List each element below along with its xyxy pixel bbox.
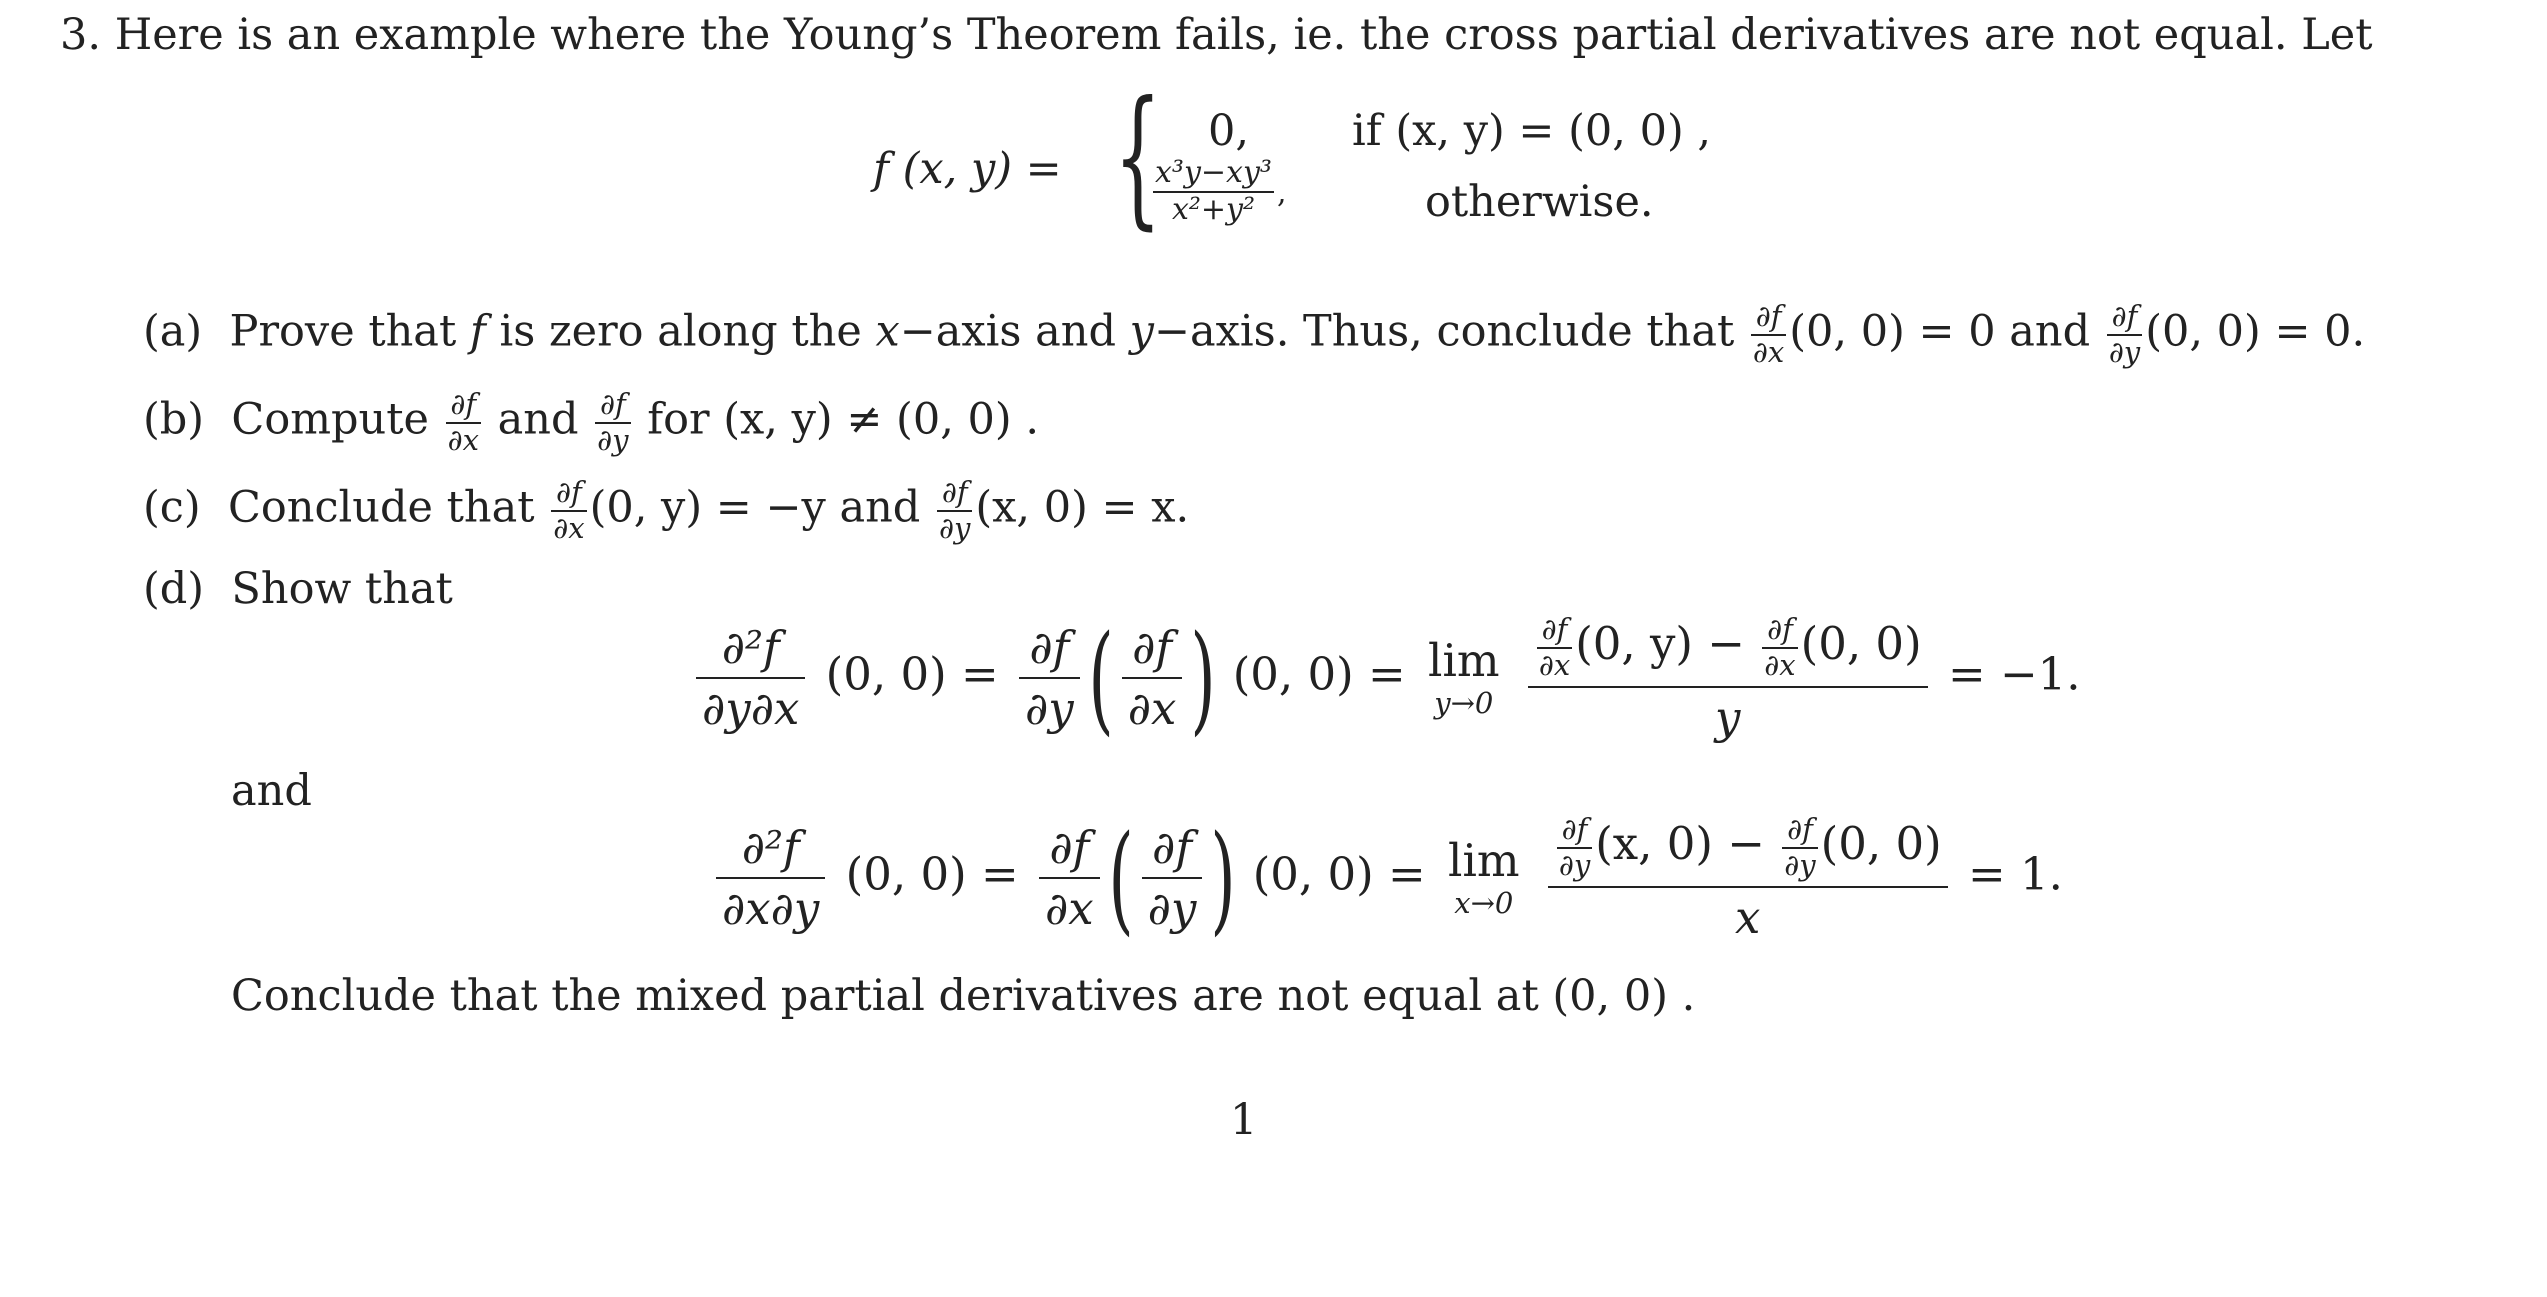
eq2-lhs-den: ∂x∂y (722, 882, 820, 936)
part-a (143, 299, 2366, 369)
partial-f: ∂f (1782, 815, 1817, 849)
eq2-inner (1142, 820, 1203, 936)
partial-f: ∂f (1537, 615, 1572, 649)
part-a-text: −axis and (899, 306, 1116, 357)
part-c (143, 475, 1190, 545)
partial-f: ∂f (1762, 615, 1797, 649)
part-b (143, 387, 1040, 457)
part-c-label: (c) (143, 482, 201, 533)
eq1-result: = −1. (1947, 647, 2081, 701)
eq1-at2: (0, 0) = (1232, 647, 1406, 701)
part-c-eq: (x, 0) = x. (975, 482, 1190, 533)
eq2-lhs-num: ∂²f (716, 824, 825, 879)
eq1-left-paren: ( (1088, 609, 1114, 748)
eq1-inner (1122, 620, 1183, 736)
eq1-quot-num-text: (0, y) − (1575, 617, 1760, 670)
case2-expression (1150, 155, 1287, 227)
equation-1 (690, 609, 2081, 748)
eq2-at2: (0, 0) = (1252, 847, 1426, 901)
eq2-left-paren: ( (1107, 809, 1134, 948)
eq1-small-partial (1537, 612, 1572, 682)
eq2-small-partial (1782, 812, 1817, 882)
problem-number: 3. (60, 10, 102, 60)
part-a-text: −axis. Thus, conclude that (1153, 306, 1735, 357)
eq1-quot-num (1528, 612, 1928, 688)
partial-f-y (2107, 299, 2142, 369)
eq1-at: (0, 0) = (825, 647, 999, 701)
eq2-result: = 1. (1967, 847, 2063, 901)
eq2-op-den: ∂x (1044, 882, 1094, 936)
part-a-f: f (469, 306, 486, 357)
eq2-quot-num-text2: (0, 0) (1820, 817, 1942, 870)
part-a-eq: (0, 0) = 0. (2145, 306, 2366, 357)
eq2-lim: lim (1448, 834, 1520, 888)
partial-f-x (551, 475, 586, 545)
eq1-op-den: ∂y (1024, 682, 1074, 736)
eq1-op-num: ∂f (1019, 624, 1080, 679)
part-b-text: Compute (231, 394, 429, 445)
partial-d: ∂x (1538, 648, 1571, 682)
eq2-inner-den: ∂y (1147, 882, 1197, 936)
eq1-limit (1428, 634, 1500, 721)
eq2-limit (1448, 834, 1520, 921)
partial-y: ∂y (597, 423, 629, 457)
eq1-lhs-num: ∂²f (696, 624, 805, 679)
partial-f-x (446, 387, 481, 457)
part-d (143, 564, 453, 614)
eq1-inner-num: ∂f (1122, 624, 1183, 679)
eq1-lim-sub: y→0 (1434, 686, 1494, 721)
and-connector: and (231, 766, 312, 816)
case2-denominator: x²+y² (1171, 192, 1255, 227)
part-b-label: (b) (143, 394, 205, 445)
eq2-small-partial (1557, 812, 1592, 882)
part-a-text: Prove that (229, 306, 457, 357)
eq1-right-paren: ) (1190, 609, 1217, 748)
partial-x: ∂x (553, 511, 585, 545)
eq1-operator (1019, 620, 1080, 736)
part-a-label: (a) (143, 306, 203, 357)
left-brace: { (1113, 70, 1162, 244)
partial-x: ∂x (447, 423, 479, 457)
partial-f: ∂f (595, 390, 630, 424)
eq2-right-paren: ) (1210, 809, 1237, 948)
eq1-inner-den: ∂x (1127, 682, 1177, 736)
partial-y: ∂y (939, 511, 971, 545)
eq2-inner-num: ∂f (1142, 824, 1203, 879)
part-c-eq: (0, y) = −y and (589, 482, 921, 533)
part-c-text: Conclude that (227, 482, 535, 533)
eq2-quot-den: x (1735, 891, 1761, 944)
partial-f: ∂f (1557, 815, 1592, 849)
eq1-lhs-den: ∂y∂x (702, 682, 800, 736)
case2-numerator: x³y−xy³ (1153, 158, 1274, 193)
partial-x: ∂x (1752, 335, 1785, 369)
case2-condition: otherwise. (1425, 177, 1654, 227)
eq2-at: (0, 0) = (845, 847, 1019, 901)
partial-f: ∂f (1751, 302, 1786, 336)
eq2-lhs-fraction (716, 820, 825, 936)
equation-2 (710, 809, 2063, 948)
partial-d: ∂x (1764, 648, 1796, 682)
problem-statement (60, 10, 2373, 60)
part-b-text: for (x, y) ≠ (0, 0) . (647, 394, 1040, 445)
partial-f-y (595, 387, 630, 457)
part-a-y: y (1129, 306, 1154, 357)
eq2-op-num: ∂f (1039, 824, 1100, 879)
conclusion: Conclude that the mixed partial derivatives are not equal at (0, 0) . (231, 971, 1696, 1021)
eq1-quot-num-text2: (0, 0) (1800, 617, 1922, 670)
partial-f-y (937, 475, 972, 545)
partial-f: ∂f (937, 478, 972, 512)
partial-f: ∂f (446, 390, 481, 424)
case2-comma: , (1276, 175, 1287, 211)
part-a-eq: (0, 0) = 0 and (1789, 306, 2091, 357)
eq1-lim: lim (1428, 634, 1500, 688)
part-d-text: Show that (231, 564, 453, 614)
eq2-operator (1039, 820, 1100, 936)
eq2-quot-num (1548, 812, 1948, 888)
page-number: 1 (1230, 1095, 1258, 1145)
part-b-and: and (497, 394, 579, 445)
case2-fraction (1153, 155, 1274, 227)
case1-condition: if (x, y) = (0, 0) , (1352, 106, 1712, 156)
eq1-quotient (1528, 612, 1928, 744)
partial-d: ∂y (1784, 848, 1816, 882)
partial-f: ∂f (2107, 302, 2142, 336)
case1-value: 0, (1208, 106, 1250, 156)
definition-lhs: f (x, y) = (873, 144, 1062, 194)
part-a-x: x (875, 306, 900, 357)
partial-f-x (1751, 299, 1786, 369)
eq1-lhs-fraction (696, 620, 805, 736)
problem-intro: Here is an example where the Young’s Theorem fails, ie. the cross partial derivatives are not equal. Let (114, 10, 2373, 60)
eq2-quot-num-text: (x, 0) − (1595, 817, 1780, 870)
part-d-label: (d) (143, 564, 205, 614)
eq2-lim-sub: x→0 (1454, 886, 1514, 921)
partial-d: ∂y (1558, 848, 1591, 882)
eq1-small-partial (1762, 612, 1797, 682)
partial-f: ∂f (551, 478, 586, 512)
eq2-quotient (1548, 812, 1948, 944)
partial-y: ∂y (2108, 335, 2141, 369)
part-a-text: is zero along the (499, 306, 862, 357)
eq1-quot-den: y (1715, 691, 1741, 744)
